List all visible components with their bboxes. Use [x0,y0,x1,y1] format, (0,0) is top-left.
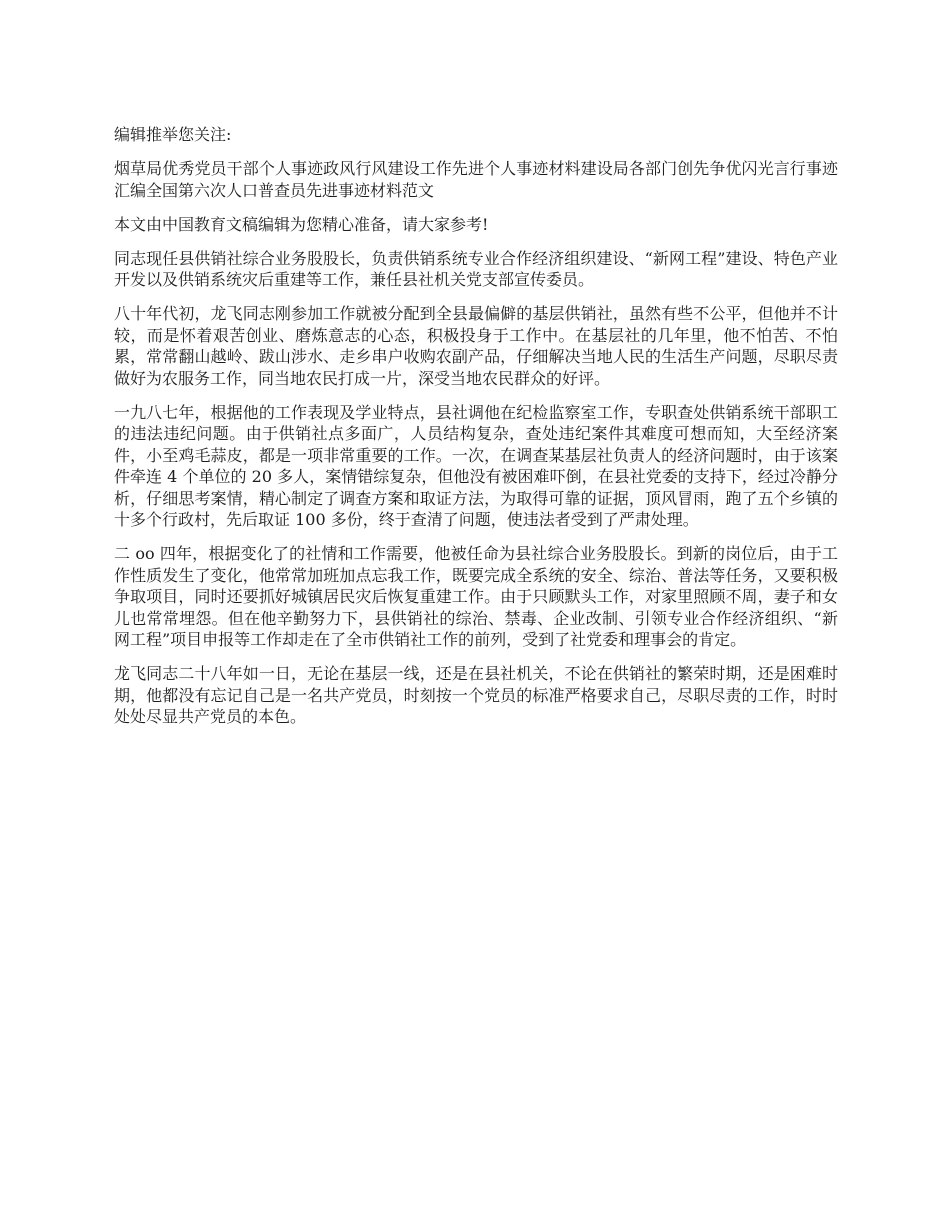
body-paragraph: 一九八七年，根据他的工作表现及学业特点，县社调他在纪检监察室工作，专职查处供销系统干部职工的违法违纪问题。由于供销社点多面广，人员结构复杂，查处违纪案件其难度可想而知，大至经济案件，小至鸡毛蒜皮，都是一项非常重要的工作。一次，在调查某基层社负责人的经济问题时，由于该案件牵连 4 个单位的 20 多人，案情错综复杂，但他没有被困难吓倒，在县社党委的支持下，经过冷静分析，仔细思考案情，精心制定了调查方案和取证方法，为取得可靠的证据，顶风冒雨，跑了五个乡镇的十多个行政村，先后取证 100 多份，终于查清了问题，使违法者受到了严肃处理。 [114,402,838,529]
recommend-heading: 编辑推举您关注: [114,125,232,144]
recommend-links: 烟草局优秀党员干部个人事迹政风行风建设工作先进个人事迹材料建设局各部门创先争优闪光言行事迹汇编全国第六次人口普查员先进事迹材料范文 [114,159,838,200]
body-paragraph: 二 oo 四年，根据变化了的社情和工作需要，他被任命为县社综合业务股股长。到新的岗位后，由于工作性质发生了变化，他常常加班加点忘我工作，既要完成全系统的安全、综治、普法等任务，又要积极争取项目，同时还要抓好城镇居民灾后恢复重建工作。由于只顾默头工作，对家里照顾不周，妻子和女儿也常常埋怨。但在他辛勤努力下，县供销社的综治、禁毒、企业改制、引领专业合作经济组织、“新网工程”项目申报等工作却走在了全市供销社工作的前列，受到了社党委和理事会的肯定。 [114,544,838,649]
body-paragraph: 龙飞同志二十八年如一日，无论在基层一线，还是在县社机关，不论在供销社的繁荣时期，还是困难时期，他都没有忘记自己是一名共产党员，时刻按一个党员的标准严格要求自己，尽职尽责的工作，时时处处尽显共产党员的本色。 [114,664,838,726]
document-page [114,124,838,740]
source-note: 本文由中国教育文稿编辑为您精心准备，请大家参考! [114,214,489,234]
body-paragraph: 八十年代初，龙飞同志刚参加工作就被分配到全县最偏僻的基层供销社，虽然有些不公平，但他并不计较，而是怀着艰苦创业、磨炼意志的心态，积极投身于工作中。在基层社的几年里，他不怕苦、不怕累，常常翻山越岭、跋山涉水、走乡串户收购农副产品，仔细解决当地人民的生活生产问题，尽职尽责做好为农服务工作，同当地农民打成一片，深受当地农民群众的好评。 [114,304,838,388]
body-paragraph: 同志现任县供销社综合业务股股长，负责供销系统专业合作经济组织建设、“新网工程”建设、特色产业开发以及供销系统灾后重建等工作，兼任县社机关党支部宣传委员。 [114,248,838,289]
